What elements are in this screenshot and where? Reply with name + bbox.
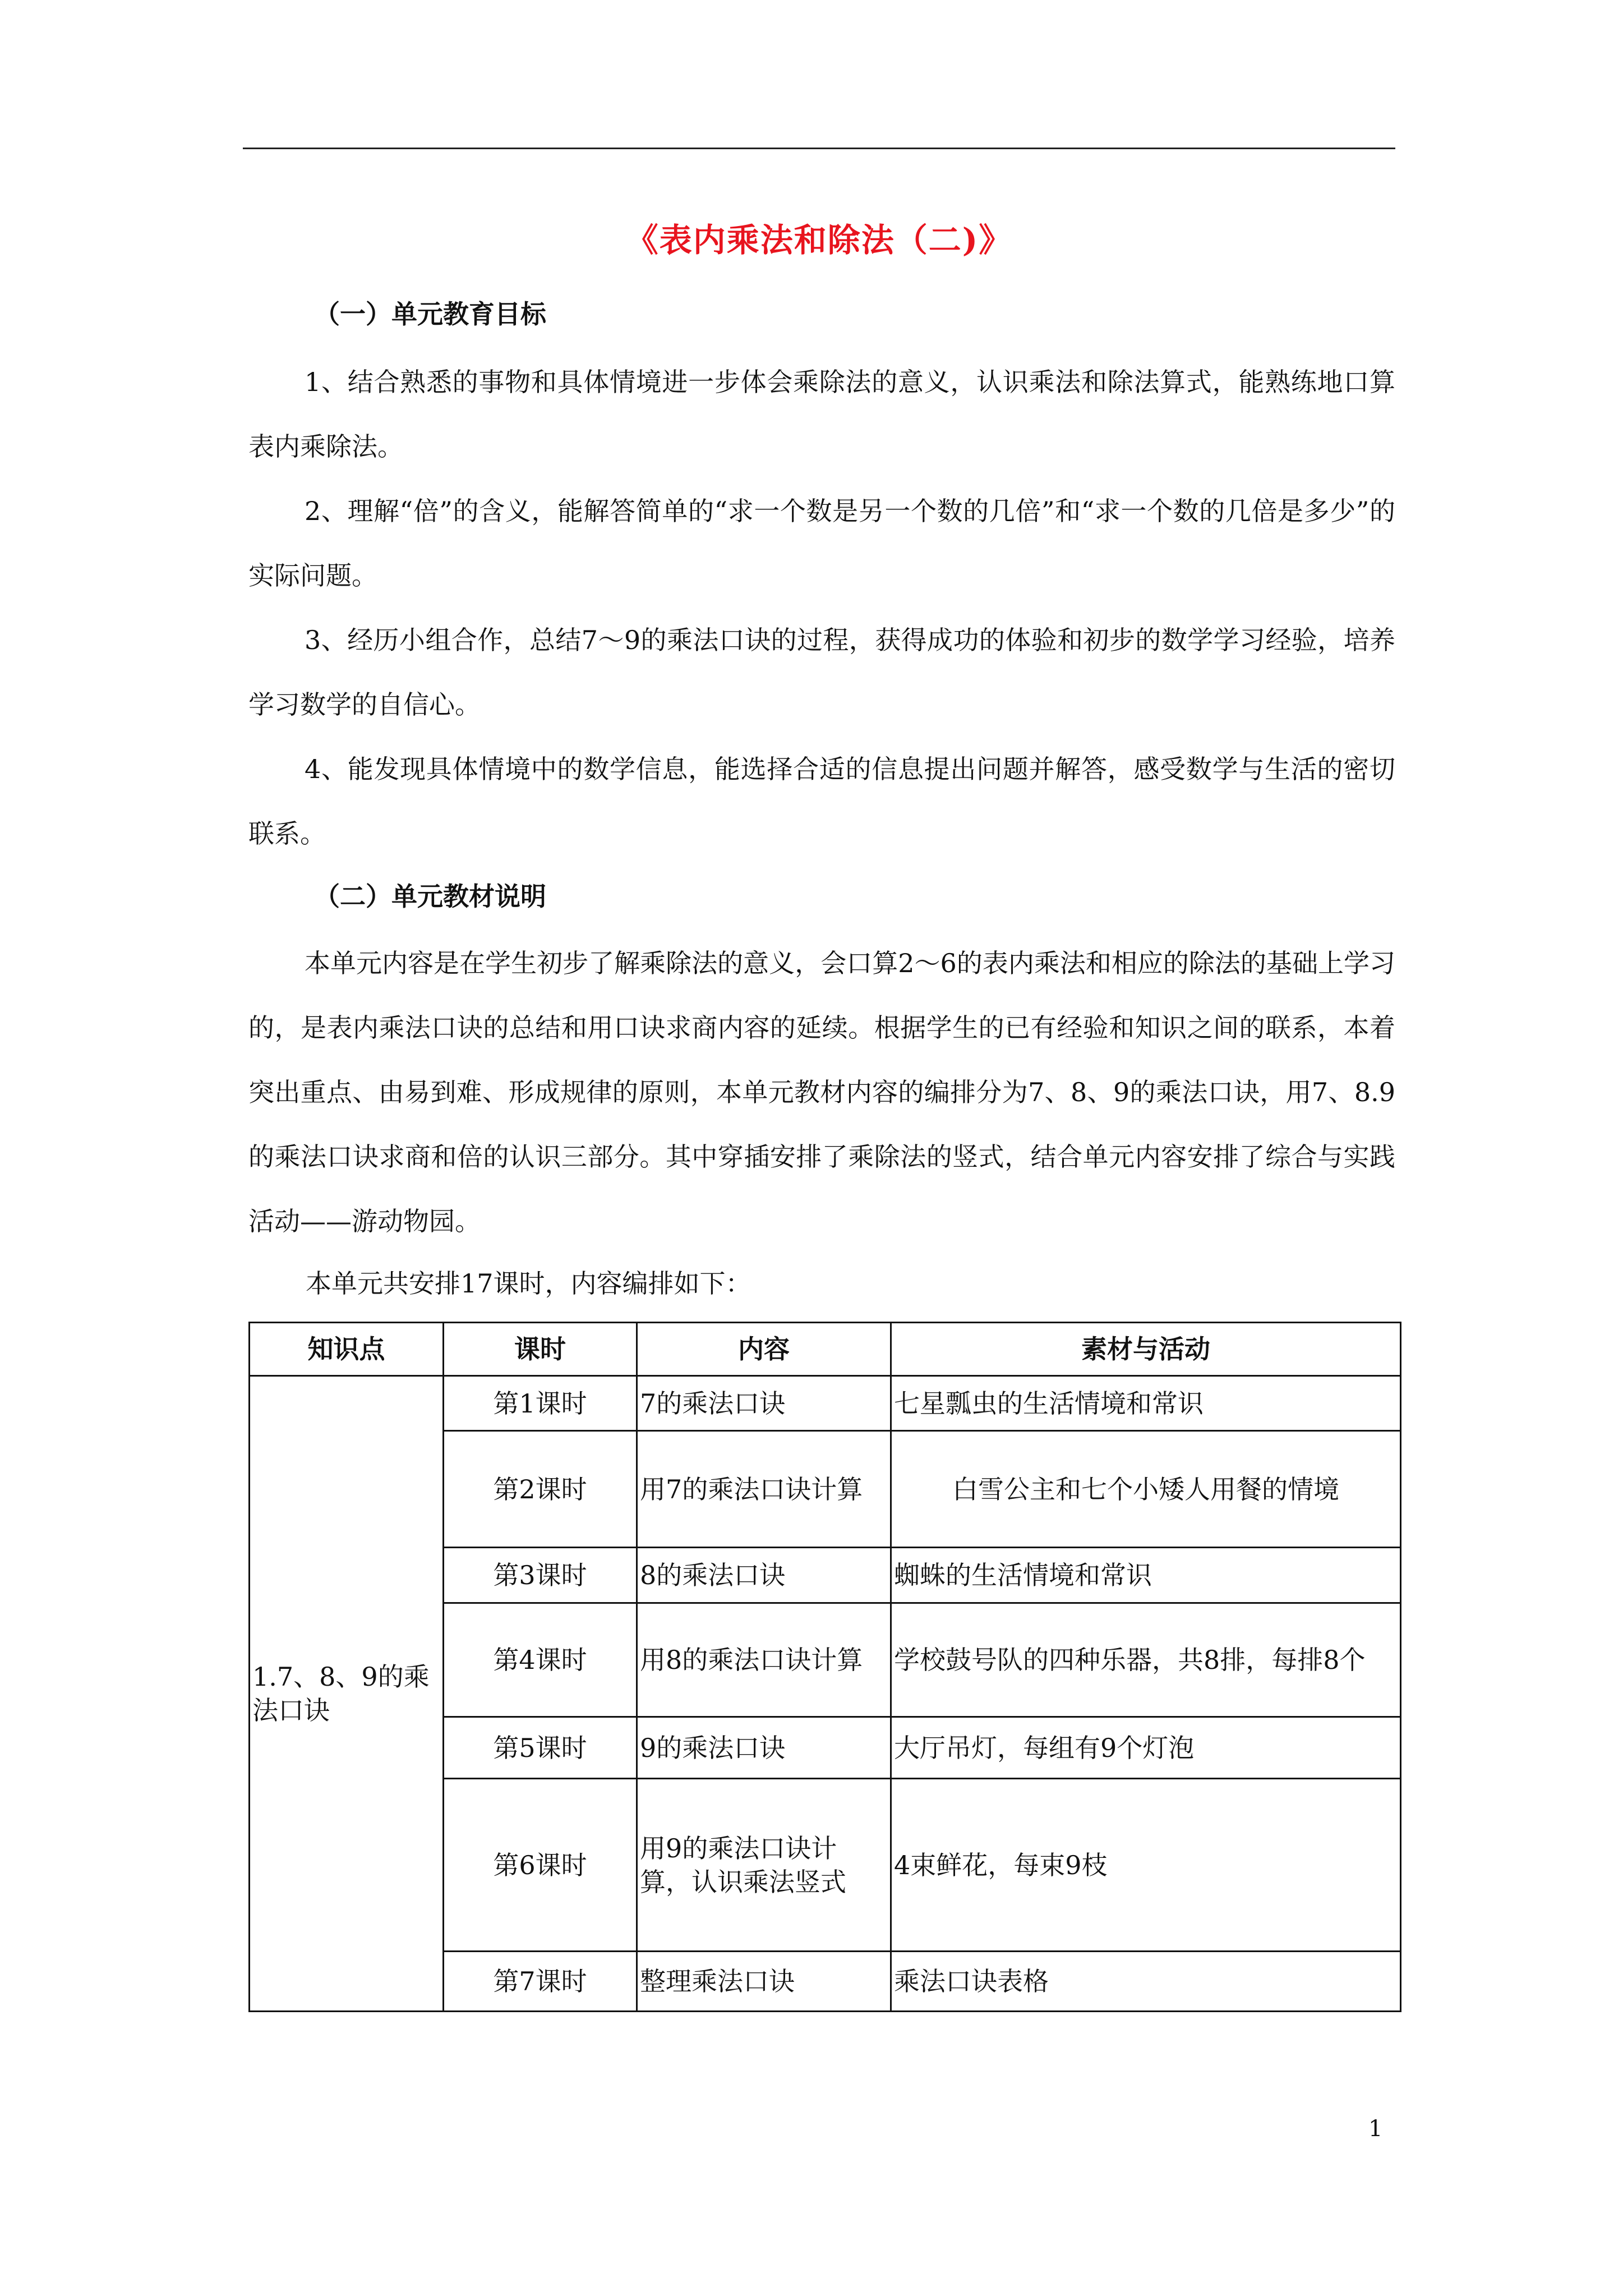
page-number: 1 — [1368, 2116, 1383, 2142]
header-material: 素材与活动 — [891, 1323, 1401, 1376]
objective-item-1: 1、结合熟悉的事物和具体情境进一步体会乘除法的意义，认识乘法和除法算式，能熟练地口算表内乘除法。 — [248, 367, 1395, 462]
material-cell: 蜘蛛的生活情境和常识 — [891, 1548, 1401, 1603]
header-lesson: 课时 — [444, 1323, 637, 1376]
lesson-cell: 第7课时 — [444, 1952, 637, 2012]
content-cell: 用7的乘法口诀计算 — [637, 1431, 891, 1548]
lesson-cell: 第5课时 — [444, 1717, 637, 1779]
material-cell: 白雪公主和七个小矮人用餐的情境 — [891, 1431, 1401, 1548]
section-heading-materials: （二）单元教材说明 — [314, 881, 546, 912]
group-label-cell: 1.7、8、9的乘法口诀 — [250, 1376, 444, 2012]
header-content: 内容 — [637, 1323, 891, 1376]
content-cell: 9的乘法口诀 — [637, 1717, 891, 1779]
lesson-cell: 第3课时 — [444, 1548, 637, 1603]
lesson-cell: 第4课时 — [444, 1603, 637, 1717]
document-title: 《表内乘法和除法（二)》 — [625, 221, 1013, 259]
table-intro: 本单元共安排17课时，内容编排如下： — [306, 1268, 751, 1299]
material-cell: 大厅吊灯，每组有9个灯泡 — [891, 1717, 1401, 1779]
lesson-cell: 第6课时 — [444, 1779, 637, 1952]
material-cell: 乘法口诀表格 — [891, 1952, 1401, 2012]
table-header-row — [250, 1323, 1401, 1376]
lesson-plan-table — [248, 1322, 1401, 2012]
objective-item-2: 2、理解“倍”的含义，能解答简单的“求一个数是另一个数的几倍”和“求一个数的几倍是多少”的实际问题。 — [248, 496, 1395, 591]
table-row — [250, 1376, 1401, 1431]
section-heading-objectives: （一）单元教育目标 — [314, 299, 546, 329]
header-rule — [243, 148, 1395, 149]
objective-item-3: 3、经历小组合作，总结7～9的乘法口诀的过程，获得成功的体验和初步的数学学习经验，培养学习数学的自信心。 — [248, 625, 1395, 720]
content-cell: 8的乘法口诀 — [637, 1548, 891, 1603]
content-cell: 整理乘法口诀 — [637, 1952, 891, 2012]
content-cell: 用9的乘法口诀计算，认识乘法竖式 — [637, 1779, 891, 1952]
objective-item-4: 4、能发现具体情境中的数学信息，能选择合适的信息提出问题并解答，感受数学与生活的密切联系。 — [248, 754, 1395, 849]
content-cell: 7的乘法口诀 — [637, 1376, 891, 1431]
header-knowledge-point: 知识点 — [250, 1323, 444, 1376]
material-cell: 4束鲜花，每束9枝 — [891, 1779, 1401, 1952]
lesson-cell: 第2课时 — [444, 1431, 637, 1548]
lesson-cell: 第1课时 — [444, 1376, 637, 1431]
material-cell: 学校鼓号队的四种乐器，共8排，每排8个 — [891, 1603, 1401, 1717]
material-cell: 七星瓢虫的生活情境和常识 — [891, 1376, 1401, 1431]
content-cell: 用8的乘法口诀计算 — [637, 1603, 891, 1717]
materials-paragraph: 本单元内容是在学生初步了解乘除法的意义，会口算2～6的表内乘法和相应的除法的基础上学习的，是表内乘法口诀的总结和用口诀求商内容的延续。根据学生的已有经验和知识之间的联系，本着突出重点、由易到难、形成规律的原则，本单元教材内容的编排分为7、8、9的乘法口诀，用7、8.9的乘法口诀求商和倍的认识三部分。其中穿插安排了乘除法的竖式，结合单元内容安排了综合与实践活动——游动物园。 — [248, 948, 1395, 1236]
